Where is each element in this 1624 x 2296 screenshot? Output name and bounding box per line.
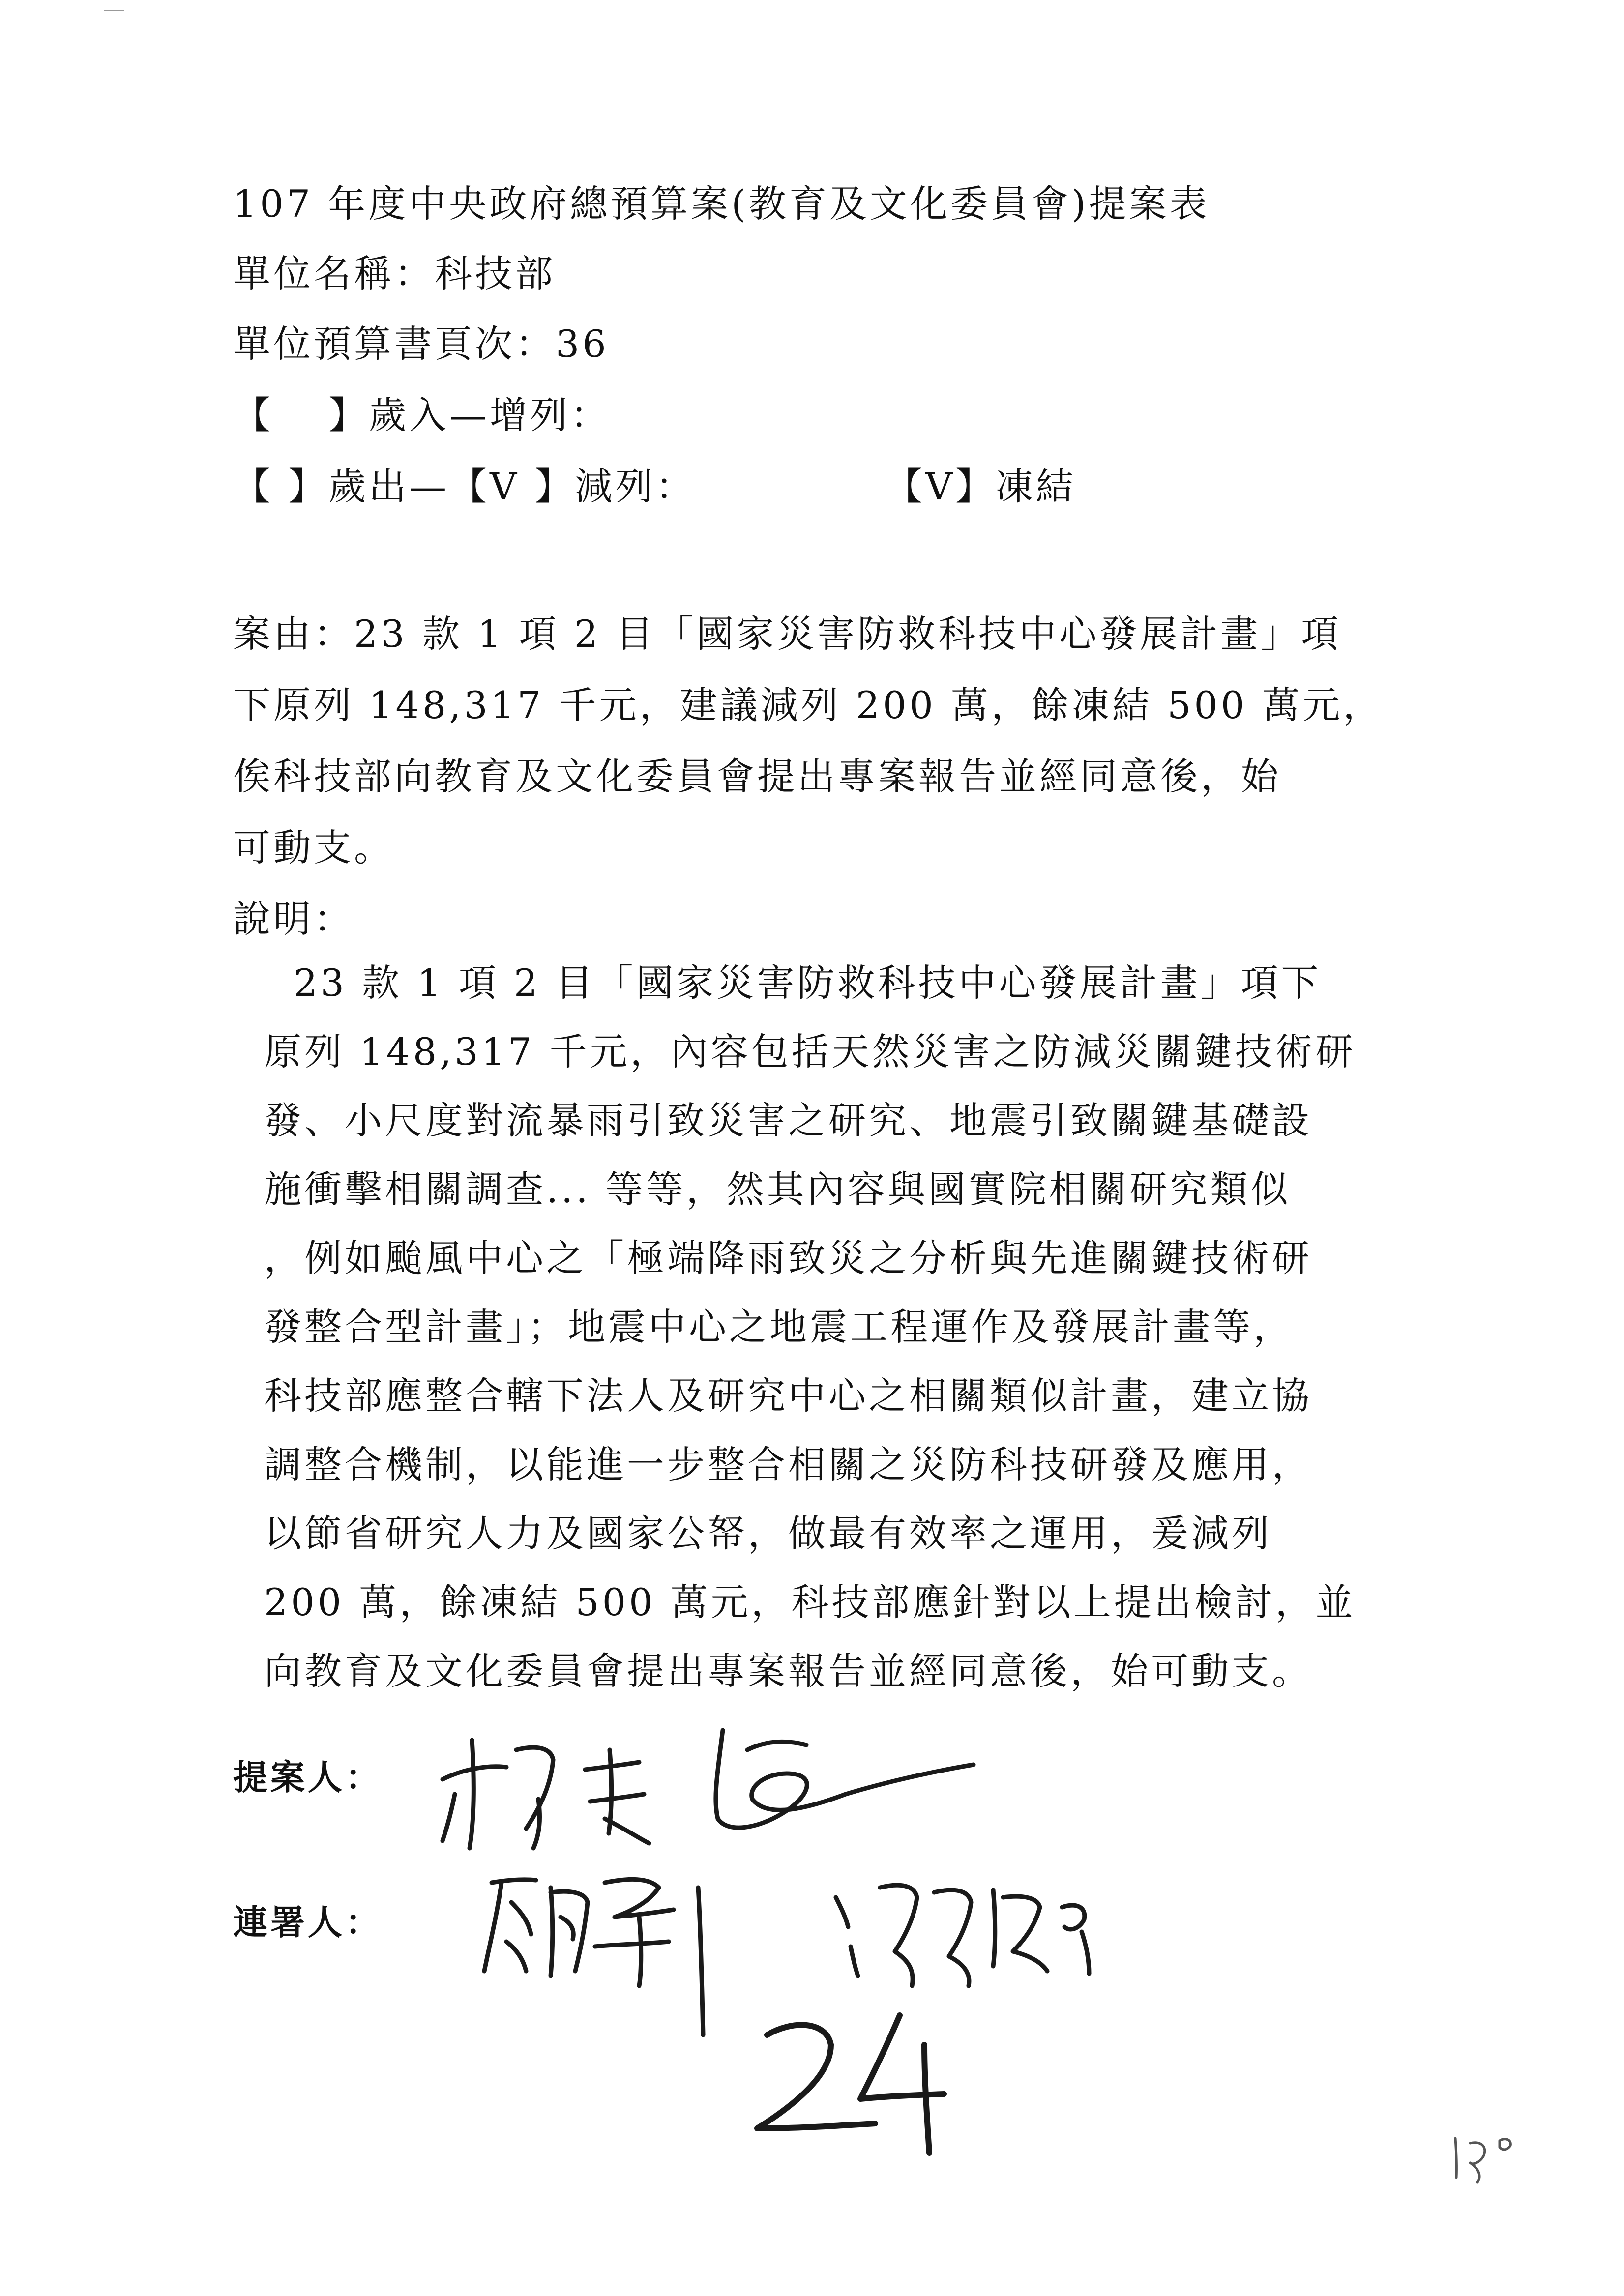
corner-annotation	[1455, 2138, 1510, 2182]
document-title: 107 年度中央政府總預算案(教育及文化委員會)提案表	[233, 182, 1210, 226]
proposal-line: 下原列 148,317 千元，建議減列 200 萬，餘凍結 500 萬元，	[233, 683, 1384, 727]
cosigner-signature-2	[836, 1885, 1089, 1986]
explanation-line: 科技部應整合轄下法人及研究中心之相關類似計畫，建立協	[264, 1374, 1312, 1418]
cosigner-signature-1	[484, 1879, 703, 2035]
proposal-line: 俟科技部向教育及文化委員會提出專案報告並經同意後，始	[233, 755, 1281, 798]
unit-name: 單位名稱：科技部	[233, 252, 556, 295]
explanation-line: 發整合型計畫」；地震中心之地震工程運作及發展計畫等，	[264, 1305, 1294, 1349]
handwritten-page-mark	[757, 2015, 944, 2153]
budget-page: 單位預算書頁次：36	[233, 322, 609, 366]
explanation-line: 施衝擊相關調查... 等等，然其內容與國實院相關研究類似	[264, 1167, 1291, 1211]
cosigner-label: 連署人：	[233, 1902, 383, 1943]
proposer-signature	[443, 1730, 974, 1848]
explanation-line: 原列 148,317 千元，內容包括天然災害之防減災關鍵技術研	[264, 1030, 1356, 1074]
proposal-line: 案由：23 款 1 項 2 目「國家災害防救科技中心發展計畫」項	[233, 612, 1342, 656]
explanation-line: 向教育及文化委員會提出專案報告並經同意後，始可動支。	[264, 1649, 1312, 1693]
proposer-label: 提案人：	[233, 1757, 383, 1798]
scan-mark	[104, 10, 124, 11]
expense-line: 【 】歲出—【V 】減列：	[233, 465, 696, 508]
explanation-line: 以節省研究人力及國家公帑，做最有效率之運用，爰減列	[264, 1511, 1272, 1555]
proposal-line: 可動支。	[233, 826, 394, 870]
explanation-label: 說明：	[233, 897, 354, 941]
explanation-line: 發、小尺度對流暴雨引致災害之研究、地震引致關鍵基礎設	[264, 1099, 1312, 1142]
freeze-line: 【V】凍結	[885, 465, 1076, 508]
explanation-line: ，例如颱風中心之「極端降雨致災之分析與先進關鍵技術研	[264, 1236, 1312, 1280]
explanation-line: 200 萬，餘凍結 500 萬元，科技部應針對以上提出檢討，並	[264, 1580, 1356, 1624]
revenue-line: 【 】歲入—增列：	[233, 393, 611, 437]
explanation-line: 調整合機制，以能進一步整合相關之災防科技研發及應用，	[264, 1443, 1312, 1486]
explanation-line: 23 款 1 項 2 目「國家災害防救科技中心發展計畫」項下	[264, 961, 1322, 1005]
